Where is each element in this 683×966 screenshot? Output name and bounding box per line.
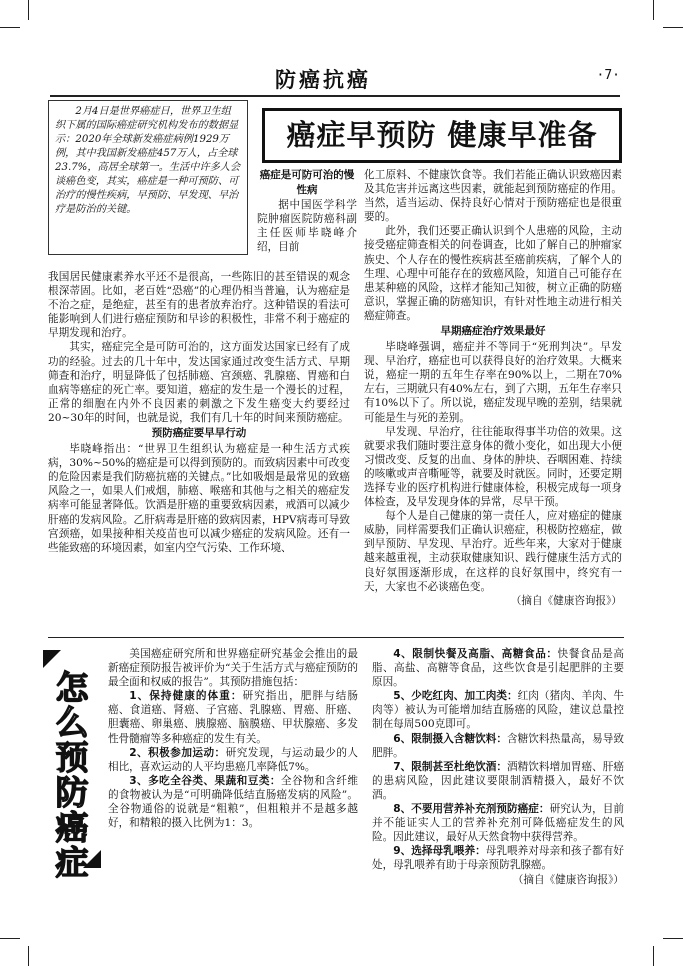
paragraph: 此外，我们还要正确认识到个人患癌的风险，主动接受癌症筛查相关的问卷调查，比如了解自己的肿瘤家族史、个人存在的慢性疾病甚至癌前疾病，了解个人的生理、心理中可能存在的致癌风险，知道自己可能存在患某种癌的风险，这样才能知己知彼，树立正确的防癌意识，掌握正确的防癌知识，有针对性地主动进行相关癌症筛查。 <box>364 225 622 322</box>
crop-mark <box>663 27 683 28</box>
paragraph: 每个人是自己健康的第一责任人，应对癌症的健康威胁，同样需要我们正确认识癌症，积极防控癌症，做到早预防、早发现、早治疗。近些年来，大家对于健康越来越重视，主动获取健康知识、践行健康生活方式的良好氛围逐渐形成，在这样的良好氛围中，终究有一天，大家也不必谈癌色变。 <box>364 510 622 593</box>
list-item: 6、限制摄入含糖饮料：含糖饮料热量高，易导致肥胖。 <box>372 732 625 759</box>
subheading-3: 早期癌症治疗效果最好 <box>440 325 546 338</box>
side-title-text: 怎 么 预 防 癌 症 <box>55 668 89 882</box>
paragraph: 其实，癌症完全是可防可治的，这方面发达国家已经有了成功的经验。过去的几十年中，发达国家通过改变生活方式、早期筛查和治疗，明显降低了包括肺癌、宫颈癌、乳腺癌、胃癌和白血病等癌症的死亡率。要知道，癌症的发生是一个漫长的过程，正常的细胞在内外不良因素的刺激之下发生癌变大约要经过20~30年的时间，也就是说，我们有几十年的时间来预防癌症。 <box>48 341 350 424</box>
crop-mark <box>663 938 683 939</box>
crop-mark <box>0 27 20 28</box>
list-item: 4、限制快餐及高脂、高糖食品：快餐食品是高脂、高盐、高糖等食品，这些饮食是引起肥胖的主要原因。 <box>372 648 624 689</box>
paragraph-narrow: 据中国医学科学院肿瘤医院防癌科副主任医师毕晓峰介绍，目前 <box>257 199 357 254</box>
side-title <box>43 650 101 882</box>
section-divider <box>48 637 624 638</box>
paragraph: 我国居民健康素养水平还不是很高，一些陈旧的甚至错误的观念根深蒂固。比如，老百姓“恐癌”的心理仍相当普遍，认为癌症是不治之症，是绝症，甚至有的患者放弃治疗。这种错误的看法可能影响到人们进行癌症预防和早诊的积极性，非常不利于癌症的早期发现和治疗。 <box>48 271 350 340</box>
crop-mark <box>28 946 29 966</box>
article-column-left <box>48 270 350 555</box>
list-item: 1、保持健康的体重：研究指出，肥胖与结肠癌、食道癌、肾癌、子宫癌、乳腺癌、胃癌、肝癌、胆囊癌、卵巢癌、胰腺癌、脑膜癌、甲状腺癌、多发性骨髓瘤等多种癌症的发生有关。 <box>108 690 358 745</box>
list-item: 9、选择母乳喂养：母乳喂养对母亲和孩子都有好处，母乳喂养有助于母亲预防乳腺癌。 <box>372 845 625 872</box>
section-title: 防癌抗癌 <box>275 68 371 92</box>
paragraph: 毕晓峰指出：“世界卫生组织认为癌症是一种生活方式疾病，30%~50%的癌症是可以得到预防的。而致病因素中可改变的危险因素是我们防癌抗癌的关键点。”比如吸烟是最常见的致癌风险之一，如果人们戒烟，肺癌、喉癌和其他与之相关的癌症发病率可能显著降低。饮酒是肝癌的重要致病因素，戒酒可以减少肝癌的发病风险。乙肝病毒是肝癌的致病因素，HPV病毒可导致宫颈癌，如果接种相关疫苗也可以减少癌症的发病风险。还有一些能致癌的环境因素，如室内空气污染、工作环境、 <box>48 443 350 554</box>
header-rule <box>50 95 620 97</box>
headline: 癌症早预防 健康早准备 <box>262 108 622 163</box>
list-item: 8、不要用营养补充剂预防癌症：研究认为，目前并不能证实人工的营养补充剂可降低癌症发生的风险。因此建议，最好从天然食物中获得营养。 <box>372 803 624 844</box>
list-item: 5、少吃红肉、加工肉类：红肉（猪肉、羊肉、牛肉等）被认为可能增加结直肠癌的风险，建议总量控制在每周500克即可。 <box>372 690 625 731</box>
paragraph: 早发现、早治疗，往往能取得事半功倍的效果。这就要求我们随时要注意身体的微小变化，如出现大小便习惯改变、反复的出血、身体的肿块、吞咽困难、持续的咳嗽或声音嘶哑等，就要及时就医。同时，还要定期选择专业的医疗机构进行健康体检，积极完成每一项身体检查，及早发现身体的异常，尽早干预。 <box>364 425 622 509</box>
tips-column-right <box>372 647 624 887</box>
tips-column-left <box>108 647 358 830</box>
list-item: 2、积极参加运动：研究发现，与运动最少的人相比，喜欢运动的人平均患癌几率降低7%。 <box>108 746 359 773</box>
list-item: 7、限制甚至杜绝饮酒：酒精饮料增加胃癌、肝癌的患病风险，因此建议要限制酒精摄入，最好不饮酒。 <box>372 760 625 801</box>
paragraph: 化工原料、不健康饮食等。我们若能正确认识致癌因素及其危害并远离这些因素，就能起到预防癌症的作用。当然，适当运动、保持良好心情对于预防癌症也是很重要的。 <box>364 169 622 224</box>
crop-mark <box>0 938 20 939</box>
crop-mark <box>28 0 29 20</box>
page-header <box>50 68 620 92</box>
lead-paragraph: 美国癌症研究所和世界癌症研究基金会推出的最新癌症预防报告被评价为“关于生活方式与癌症预防的最全面和权威的报告”。其预防措施包括： <box>108 648 358 689</box>
intro-box: 2月4日是世界癌症日，世界卫生组织下属的国际癌症研究机构发布的数据显示：2020年全球新发癌症病例1929万例，其中我国新发癌症457万人，占全球23.7%，高居全球第一。生活中许多人会谈癌色变，其实，癌症是一种可预防、可治疗的慢性疾病，早预防、早发现、早治疗是防治的关键。 <box>48 100 248 255</box>
crop-mark <box>653 946 654 966</box>
subheading-1: 癌症是可防可治的慢性病 <box>259 169 355 196</box>
article-column-right <box>364 168 622 608</box>
source-credit: （摘自《健康咨询报》） <box>512 873 624 886</box>
subheading-2: 预防癌症要早早行动 <box>151 427 247 440</box>
source-credit: （摘自《健康咨询报》） <box>510 594 622 607</box>
crop-mark <box>653 0 654 20</box>
list-item: 3、多吃全谷类、果蔬和豆类：全谷物和含纤维的食物被认为是“可明确降低结直肠癌发病的风险”。全谷物通俗的说就是“粗粮”，但粗粮并不是越多越好，和精粮的摄入比例为1：3。 <box>108 774 359 830</box>
page-number: ·7· <box>596 68 620 83</box>
corner-flag-icon <box>43 650 61 668</box>
paragraph: 毕晓峰强调，癌症并不等同于“死刑判决”。早发现、早治疗，癌症也可以获得良好的治疗效果。大概来说，癌症一期的五年生存率在90%以上，二期在70%左右，三期就只有40%左右，到了六期，五年生存率只有10%以下了。所以说，癌症发现早晚的差别，结果就可能是生与死的差别。 <box>364 341 622 424</box>
